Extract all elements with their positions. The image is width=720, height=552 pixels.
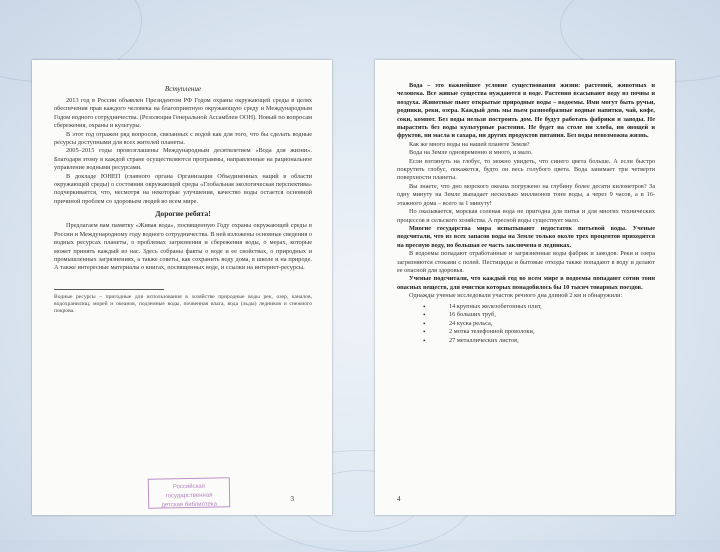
intro-paragraph: Вода – это важнейшее условие существования жизни: растений, животных и человека. Все живые существа нуждаются в воде. Растения всасывают воду из почвы и воздуха. Животные пьют открытые природные воды – водоемы. Ими могут быть ручьи, родники, реки, озера. Каждый день мы пьем разнообразные водные напитки, чай, кофе, соки, компот. Без воды нельзя построить дом. Не будут работать фабрики и заводы. Не вырастить без воды культурные растения. Не будет на столе ни хлеба, ни овощей и фруктов, ни масла и сахара, ни других продуктов питания. Без воды невозможна жизнь. (397, 82, 655, 140)
page-right (375, 60, 675, 515)
paragraph: В водоемы попадают отработанные и загрязненные воды фабрик и заводов. Реки и озера загрязняются стоками с полей. Пестициды и бытовые отходы также попадают в воду и делают ее опасной для здоровья. (397, 250, 655, 274)
page-number: 4 (397, 495, 401, 503)
bold-paragraph: Многие государства мира испытывают недостаток питьевой воды. Ученые подсчитали, что из всех запасов воды на Земле только около трех процентов приходится на пресную воду, но большая ее часть заключена в ледниках. (397, 224, 655, 249)
footnote: Водные ресурсы – пригодные для использования в хозяйстве природные воды рек, озер, каналов, водохранилищ, морей и океанов, подземные воды, почвенная влага, вода (льды) ледников и снежного покрова. (54, 293, 312, 315)
paragraph: Как же много воды на нашей планете Земля? (409, 140, 530, 148)
list-item: • 24 куска рельса, (449, 320, 655, 329)
stamp-line: Российская государственная (165, 483, 213, 500)
list-intro: Однажды ученые исследовали участок речного дна длиной 2 км и обнаружили: (409, 292, 623, 300)
bold-paragraph: Ученые подсчитали, что каждый год во всем мире в водоемы попадают сотни тонн опасных веществ, для очистки которых понадобилось бы 10 тысяч товарных поездов. (397, 275, 655, 291)
list-item: • 16 больших труб, (449, 311, 655, 320)
page-right-content (397, 82, 655, 346)
page-left (32, 60, 332, 515)
page-left-content (54, 82, 312, 315)
paragraph: Но оказывается, морская соленая вода не пригодна для питья и для многих технических процессов и сельского хозяйства. А пресной воды существует мало. (397, 208, 655, 224)
footnote-divider (54, 289, 164, 290)
paragraph: Предлагаем вам памятку «Живая вода», посвященную Году охраны окружающей среды в России и Международному году водного сотрудничества. В ней изложены основные сведения о водных ресурсах планеты, о проблемах загрязнения и сбережения воды, о мерах, которые может принять каждый из нас. Здесь собраны факты о воде и ее свойствах, о природных и промышленных загрязнениях, а также советы, как сохранить воду дома, в школе и на природе. А также интересные материалы о книгах, посвященных воде, и ссылки на интернет-ресурсы. (54, 222, 312, 272)
paragraph: 2013 год в России объявлен Президентом РФ Годом охраны окружающей среды в целях обеспечения прав каждого человека на благоприятную окружающую среду и Международным Годом водного сотрудничества. (Резолюция Генеральной Ассамблеи ООН). Новый по вопросам сбережения, охраны и культуры. (54, 97, 312, 130)
debris-list (397, 303, 655, 346)
paragraph: Если взглянуть на глобус, то можно увидеть, что синего цвета больше. А если быстро покрутить глобус, покажется, будто он весь голубого цвета. Вода занимает три четверти поверхности планеты. (397, 157, 655, 182)
page-number: 3 (290, 495, 294, 503)
library-stamp (148, 477, 231, 508)
paragraph: 2005–2015 годы провозглашены Международным десятилетием «Вода для жизни». Благодаря этому в каждой стране осуществляются программы, направленные на рациональное управление водными ресурсами. (54, 147, 312, 172)
paragraph: Вода на Земле одновременно и много, и мало. (409, 149, 533, 157)
paragraph: В докладе ЮНЕП (главного органа Организации Объединенных наций в области окружающей среды) о состоянии окружающей среды «Глобальная экологическая перспектива» подчеркивается, что, несмотря на некоторые улучшения, качество воды остается основной причиной проблем со здоровьем людей во всем мире. (54, 172, 312, 205)
list-item: • 27 металлических листов, (449, 337, 655, 346)
paragraph: В этот год отражен ряд вопросов, связанных с водой как для того, что бы сделать водные ресурсы доступными для всех жителей планеты. (54, 130, 312, 147)
intro-heading: Вступление (164, 85, 202, 93)
list-item: • 2 мотка телефонной проволоки, (449, 328, 655, 337)
list-item: • 14 крупных железобетонных плит, (449, 303, 655, 312)
greeting-heading: Дорогие ребята! (155, 209, 211, 219)
paragraph: Вы знаете, что дно морского океана погружено на глубину более десяти километров? За одну минуту на Земле выпадает несколько миллионов тонн воды, а через 9 часов, а в 16-этажного дома – всего за 1 минуту! (397, 182, 655, 207)
stamp-line: детская библиотека (161, 501, 217, 509)
